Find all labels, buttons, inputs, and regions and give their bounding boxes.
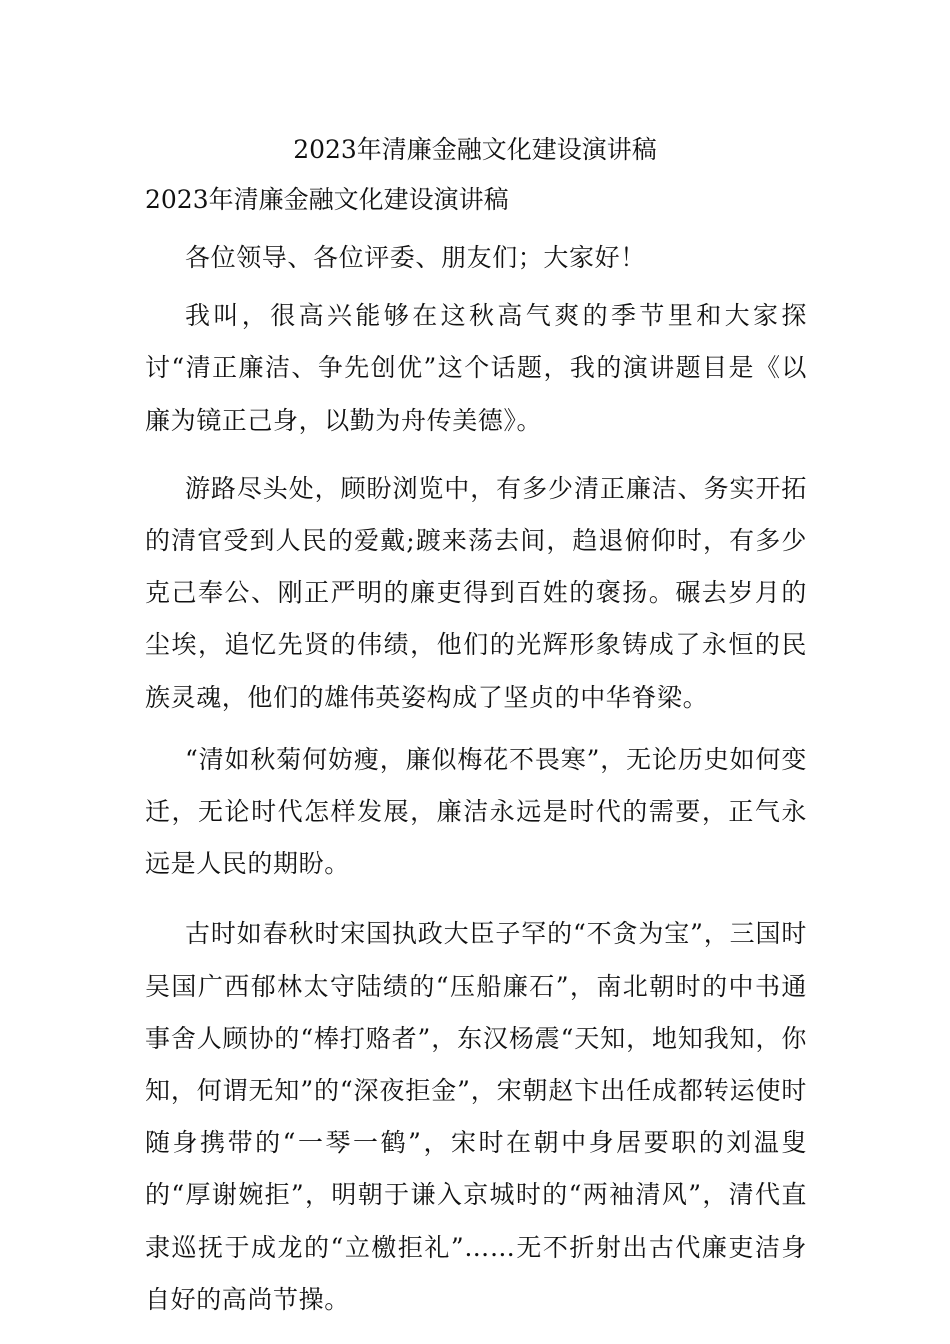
paragraph-ancient-examples: 古时如春秋时宋国执政大臣子罕的“不贪为宝”，三国时吴国广西郁林太守陆绩的“压船廉石”，南北朝时的中书通事舍人顾协的“棒打赂者”，东汉杨震“天知，地知我知，你知，何谓无知”的“深夜拒金”，宋朝赵卞出任成都转运使时随身携带的“一琴一鹤”，宋时在朝中身居要职的刘温叟的“厚谢婉拒”，明朝于谦入京城时的“两袖清风”，清代直隶巡抚于成龙的“立檄拒礼”……无不折射出古代廉吏洁身自好的高尚节操。	[145, 919, 807, 1314]
document-title: 2023年清廉金融文化建设演讲稿	[293, 135, 657, 164]
paragraph-poem-quote: “清如秋菊何妨瘦，廉似梅花不畏寒”，无论历史如何变迁，无论时代怎样发展，廉洁永远是时代的需要，正气永远是人民的期盼。	[145, 744, 807, 879]
paragraph-greeting: 各位领导、各位评委、朋友们；大家好！	[185, 243, 646, 272]
document-body	[145, 180, 807, 1326]
paragraph-introduction: 我叫，很高兴能够在这秋高气爽的季节里和大家探讨“清正廉洁、争先创优”这个话题，我的演讲题目是《以廉为镜正己身，以勤为舟传美德》。	[145, 301, 807, 435]
paragraph-history-officials: 游路尽头处，顾盼浏览中，有多少清正廉洁、务实开拓的清官受到人民的爱戴;踱来荡去间，趋退俯仰时，有多少克己奉公、刚正严明的廉吏得到百姓的褒扬。碾去岁月的尘埃，追忆先贤的伟绩，他们的光辉形象铸成了永恒的民族灵魂，他们的雄伟英姿构成了坚贞的中华脊梁。	[145, 473, 807, 712]
document-subtitle: 2023年清廉金融文化建设演讲稿	[145, 185, 509, 214]
